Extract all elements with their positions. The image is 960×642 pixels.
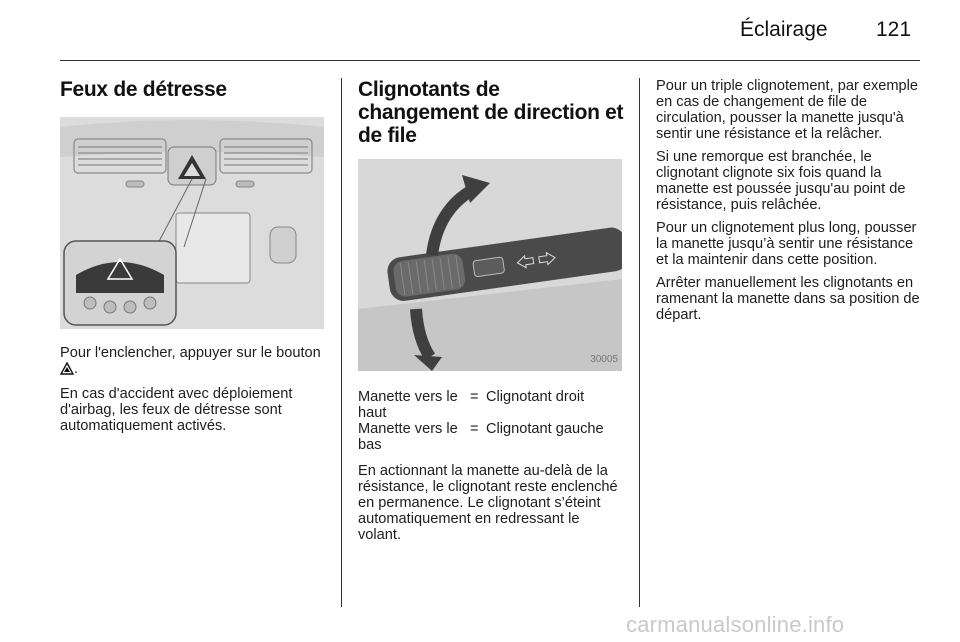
result-cell: Clignotant droit [486,389,585,405]
separator-cell: = [470,389,479,405]
right-column [656,78,922,330]
hazard-triangle-icon [60,362,74,379]
middle-column [358,72,624,550]
column-divider-2 [639,78,640,607]
section-heading-turn-signals: Clignotants de changement de direction et de file [358,78,624,147]
result-cell: Clignotant gauche [486,421,604,437]
hazard-figure [60,117,324,329]
table-row [358,389,604,421]
page-number: 121 [876,18,912,41]
column-divider-1 [341,78,342,607]
stalk-direction-table [358,389,604,453]
header-rule [60,60,920,61]
long-flash-paragraph: Pour un clignotement plus long, pousser la manette jusqu’à sentir une résistance et la maintenir dans cette position. [656,220,917,268]
triple-flash-paragraph: Pour un triple clignotement, par exemple en cas de changement de file de circulation, pousser la manette jusqu'à sentir une résistance et la relâcher. [656,78,919,142]
separator-cell: = [470,421,479,437]
manual-stop-paragraph: Arrêter manuellement les clignotants en ramenant la manette dans sa position de départ. [656,275,920,323]
left-column [60,72,326,441]
stalk-paragraph: En actionnant la manette au-delà de la résistance, le clignotant reste enclenché en permanence. Le clignotant s’éteint automatiquement en redressant le volant. [358,463,618,543]
hazard-airbag-note: En cas d'accident avec déploiement d'airbag, les feux de détresse sont automatiquement activés. [60,386,293,434]
action-cell: Manette vers le haut [358,389,458,421]
figure-number: 30005 [590,354,618,365]
watermark: carmanualsonline.info [626,612,845,637]
table-row [358,421,604,453]
trailer-paragraph: Si une remorque est branchée, le clignotant clignote six fois quand la manette est poussée jusqu'au point de résistance, puis relâchée. [656,149,906,213]
page-header-title: Éclairage [740,18,828,41]
action-cell: Manette vers le bas [358,421,458,453]
section-heading-hazard: Feux de détresse [60,78,227,101]
hazard-instruction: Pour l'enclencher, appuyer sur le bouton . [60,345,321,377]
stalk-figure [358,159,622,371]
